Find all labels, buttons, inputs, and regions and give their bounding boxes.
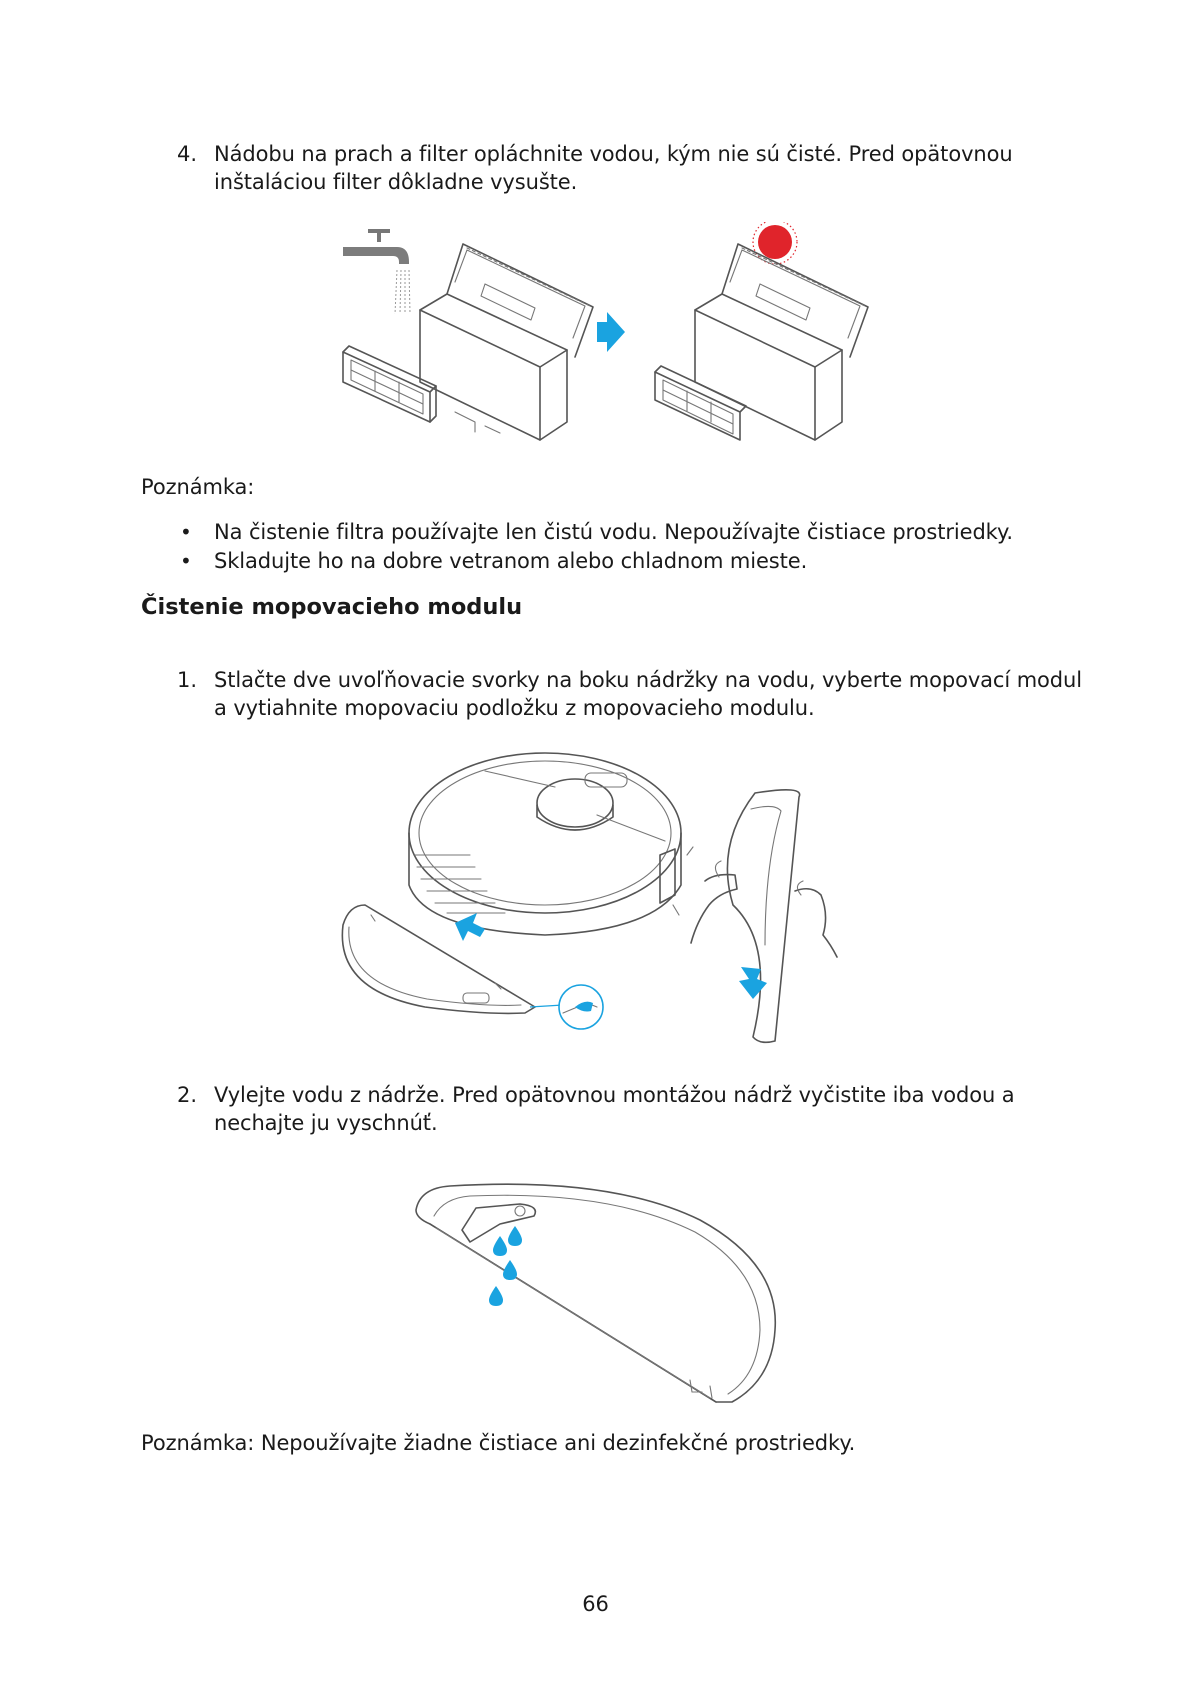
filter-wash-figure xyxy=(335,222,875,457)
mop-removal-figure xyxy=(335,745,875,1045)
arrow-right-icon xyxy=(597,312,625,352)
arrow-icon xyxy=(739,967,767,999)
dustbin-right xyxy=(695,244,868,440)
step-2-line-1: Vylejte vodu z nádrže. Pred opätovnou montážou nádrž vyčistite iba vodou a xyxy=(214,1083,1015,1107)
note-1-label: Poznámka: xyxy=(141,475,255,499)
tank-drain-figure xyxy=(410,1180,790,1415)
step-2-number: 2. xyxy=(177,1083,198,1107)
robot-vacuum xyxy=(409,753,693,935)
section-heading: Čistenie mopovacieho modulu xyxy=(141,594,523,620)
water-tank xyxy=(416,1184,775,1402)
note-1-bullet-1: Na čistenie filtra používajte len čistú vodu. Nepoužívajte čistiace prostriedky. xyxy=(214,520,1013,544)
step-1-number: 1. xyxy=(177,668,198,692)
mop-pad-hands xyxy=(691,790,837,1043)
step-4-line-1: Nádobu na prach a filter opláchnite vodou, kým nie sú čisté. Pred opätovnou xyxy=(214,142,1013,166)
filter-left xyxy=(343,346,436,422)
mop-module xyxy=(342,905,535,1013)
step-1-line-1: Stlačte dve uvoľňovacie svorky na boku nádržky na vodu, vyberte mopovací modul xyxy=(214,668,1082,692)
arrow-icon xyxy=(455,913,485,941)
water-drop-icon xyxy=(489,1226,522,1306)
note-1-bullet-marker-1: • xyxy=(180,520,192,544)
sun-icon xyxy=(753,222,797,264)
step-4-line-2: inštaláciou filter dôkladne vysušte. xyxy=(214,170,578,194)
note-2: Poznámka: Nepoužívajte žiadne čistiace ani dezinfekčné prostriedky. xyxy=(141,1431,856,1455)
step-1-line-2: a vytiahnite mopovaciu podložku z mopovacieho modulu. xyxy=(214,696,815,720)
magnifier-icon xyxy=(530,985,603,1029)
step-2-line-2: nechajte ju vyschnúť. xyxy=(214,1111,438,1135)
faucet-icon xyxy=(343,229,410,314)
step-4-number: 4. xyxy=(177,142,198,166)
note-1-bullet-2: Skladujte ho na dobre vetranom alebo chladnom mieste. xyxy=(214,549,808,573)
filter-right xyxy=(655,366,746,440)
dustbin-left xyxy=(420,244,593,440)
note-1-bullet-marker-2: • xyxy=(180,549,192,573)
page-number: 66 xyxy=(582,1592,609,1616)
